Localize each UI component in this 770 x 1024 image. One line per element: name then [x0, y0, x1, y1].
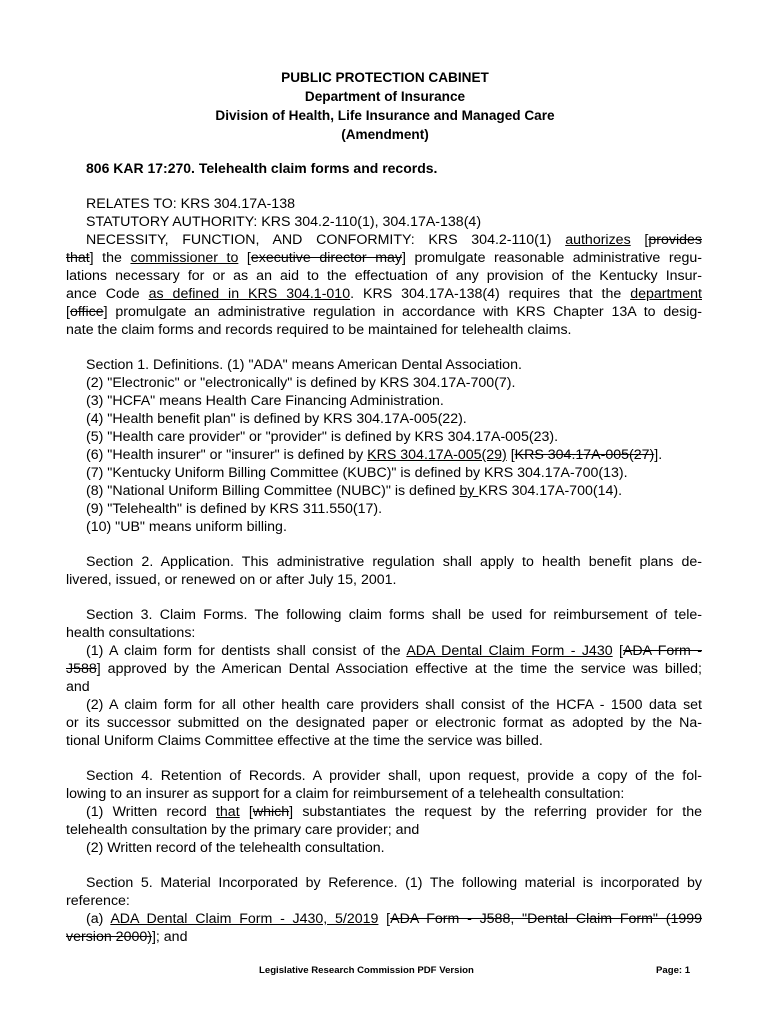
amendment-heading: (Amendment)	[341, 127, 429, 142]
section5-line-3: (a) ADA Dental Claim Form - J430, 5/2019 [ADA Form - J588, "Dental Claim Form" (1999	[86, 911, 703, 927]
section1-line-10: (10) "UB" means uniform billing.	[86, 519, 287, 535]
section5-line-2: reference:	[66, 893, 130, 909]
nfc-line-1: NECESSITY, FUNCTION, AND CONFORMITY: KRS 304.2-110(1) authorizes [provides	[86, 232, 702, 248]
department-heading: Department of Insurance	[304, 89, 466, 104]
section3-line-2: health consultations:	[66, 625, 196, 641]
section3-line-3: (1) A claim form for dentists shall consist of the ADA Dental Claim Form - J430 [ADA Form -	[86, 643, 702, 659]
section4-line-2: lowing to an insurer as support for a claim for reimbursement of a telehealth consultation:	[66, 786, 625, 802]
section3-line-7: or its successor submitted on the designated paper or electronic format as adopted by the Na-	[66, 715, 702, 731]
section4-line-3: (1) Written record that [which] substantiates the request by the referring provider for the	[86, 804, 702, 820]
section4-line-1: Section 4. Retention of Records. A provider shall, upon request, provide a copy of the fol-	[86, 768, 702, 784]
footer-page-number: Page: 1	[656, 965, 691, 976]
section4-line-5: (2) Written record of the telehealth consultation.	[86, 840, 385, 856]
nfc-line-3: lations necessary for or as an aid to the effectuation of any provision of the Kentucky Insur-	[66, 268, 702, 284]
section1-line-5: (5) "Health care provider" or "provider" is defined by KRS 304.17A-005(23).	[86, 429, 559, 445]
nfc-line-6: nate the claim forms and records required to be maintained for telehealth claims.	[66, 322, 572, 338]
regulation-title: 806 KAR 17:270. Telehealth claim forms and records.	[86, 160, 438, 176]
section3-line-5: and	[66, 679, 90, 695]
footer-source: Legislative Research Commission PDF Version	[259, 965, 474, 976]
section3-line-8: tional Uniform Claims Committee effective at the time the service was billed.	[66, 733, 543, 749]
section1-line-3: (3) "HCFA" means Health Care Financing Administration.	[86, 393, 444, 409]
division-heading: Division of Health, Life Insurance and Managed Care	[215, 108, 555, 123]
section3-line-4: J588] approved by the American Dental Association effective at the time the service was billed;	[66, 661, 702, 677]
section1-line-2: (2) "Electronic" or "electronically" is defined by KRS 304.17A-700(7).	[86, 375, 516, 391]
section3-line-1: Section 3. Claim Forms. The following claim forms shall be used for reimbursement of tele-	[86, 607, 702, 623]
nfc-line-4: ance Code as defined in KRS 304.1-010. KRS 304.17A-138(4) requires that the department	[66, 286, 702, 302]
section5-line-4: version 2000)]; and	[66, 929, 188, 945]
statutory-authority: STATUTORY AUTHORITY: KRS 304.2-110(1), 304.17A-138(4)	[86, 214, 482, 230]
cabinet-heading: PUBLIC PROTECTION CABINET	[281, 70, 489, 85]
section1-line-4: (4) "Health benefit plan" is defined by KRS 304.17A-005(22).	[86, 411, 467, 427]
relates-to: RELATES TO: KRS 304.17A-138	[86, 196, 295, 212]
section1-line-7: (7) "Kentucky Uniform Billing Committee (KUBC)" is defined by KRS 304.17A-700(13).	[86, 465, 628, 481]
section1-line-8: (8) "National Uniform Billing Committee (NUBC)" is defined by KRS 304.17A-700(14).	[86, 483, 623, 499]
section1-line-6: (6) "Health insurer" or "insurer" is defined by KRS 304.17A-005(29) [KRS 304.17A-005(27)].	[86, 447, 663, 463]
section2-line-2: livered, issued, or renewed on or after July 15, 2001.	[66, 572, 397, 588]
nfc-line-5: [office] promulgate an administrative regulation in accordance with KRS Chapter 13A to desig-	[66, 304, 702, 320]
nfc-line-2: that] the commissioner to [executive director may] promulgate reasonable administrative regu-	[66, 250, 702, 266]
section1-line-1: Section 1. Definitions. (1) "ADA" means American Dental Association.	[86, 357, 522, 373]
section1-line-9: (9) "Telehealth" is defined by KRS 311.550(17).	[86, 501, 383, 517]
section3-line-6: (2) A claim form for all other health care providers shall consist of the HCFA - 1500 data set	[86, 697, 702, 713]
section5-line-1: Section 5. Material Incorporated by Reference. (1) The following material is incorporated by	[86, 875, 702, 891]
section2-line-1: Section 2. Application. This administrative regulation shall apply to health benefit plans de-	[86, 554, 702, 570]
section4-line-4: telehealth consultation by the primary care provider; and	[66, 822, 420, 838]
